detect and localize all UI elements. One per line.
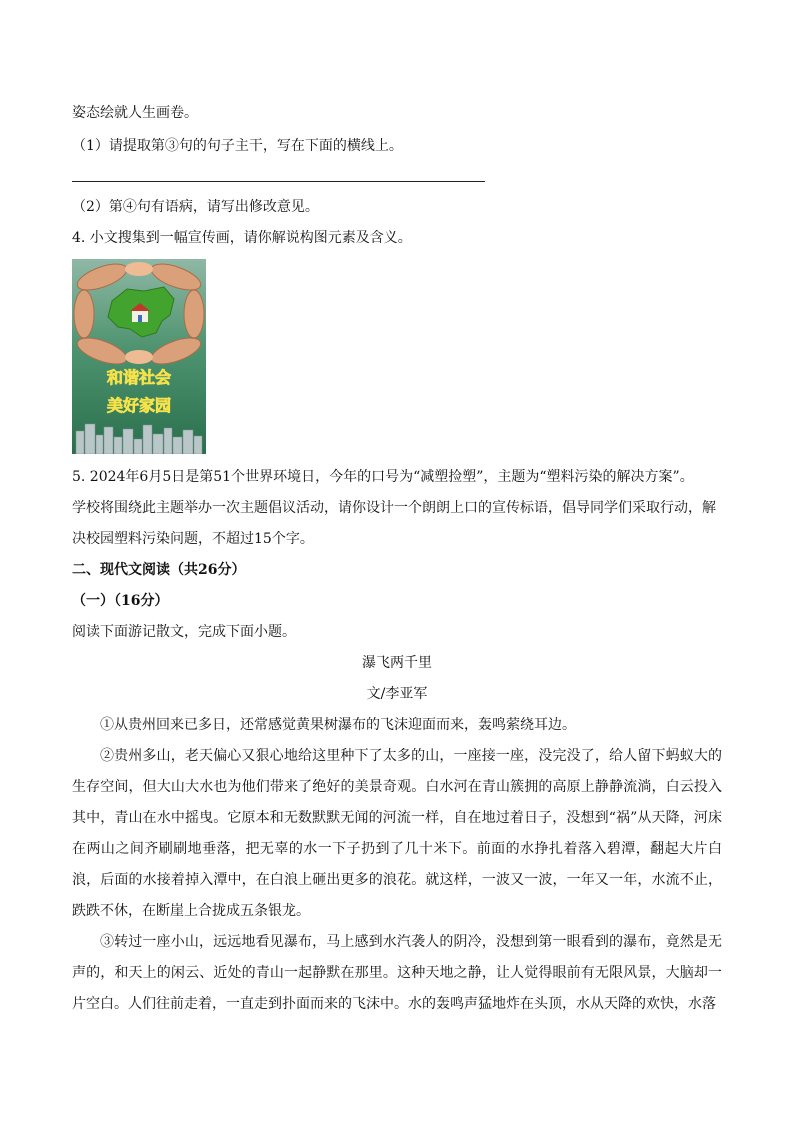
question-5-line-1: 5. 2024年6月5日是第51个世界环境日，今年的口号为“减塑捡塑”，主题为“塑料污染的解决方案”。 — [72, 469, 694, 485]
poster-slogan-line-1: 和谐社会 — [106, 368, 172, 387]
propaganda-poster-image — [72, 259, 206, 454]
article-paragraph-1: ①从贵州回来已多日，还常感觉黄果树瀑布的飞沫迎面而来，轰鸣萦绕耳边。 — [100, 717, 576, 733]
article-paragraph-2: ②贵州多山，老天偏心又狠心地给这里种下了太多的山，一座接一座，没完没了，给人留下蚂蚁大的生存空间，但大山大水也为他们带来了绝好的美景奇观。白水河在青山簇拥的高原上静静流淌，白云投入其中，青山在水中摇曳。它原本和无数默默无闻的河流一样，自在地过着日子，没想到“祸”从天降，河床在两山之间齐刷刷地垂落，把无辜的水一下子扔到了几十米下。前面的水挣扎着落入碧潭，翻起大片白浪，后面的水接着掉入潭中，在白浪上砸出更多的浪花。就这样，一波又一波，一年又一年，水流不止，跌跌不休，在断崖上合拢成五条银龙。 — [72, 748, 722, 919]
reading-instruction: 阅读下面游记散文，完成下面小题。 — [72, 624, 296, 640]
article-title: 瀑飞两千里 — [362, 655, 432, 671]
article-author: 文/李亚军 — [366, 686, 428, 702]
article-paragraph-3: ③转过一座小山，远远地看见瀑布，马上感到水汽袭人的阴冷，没想到第一眼看到的瀑布，竟然是无声的，和天上的闲云、近处的青山一起静默在那里。这种天地之静，让人觉得眼前有无限风景，大脑却一片空白。人们往前走着，一直走到扑面而来的飞沫中。水的轰鸣声猛地炸在头顶，水从天降的欢快，水落 — [72, 934, 722, 1012]
poster-slogan-line-2: 美好家园 — [106, 396, 172, 415]
question-5-line-3: 决校园塑料污染问题，不超过15个字。 — [72, 531, 314, 547]
answer-blank-line — [72, 181, 485, 182]
question-4: 4. 小文搜集到一幅宣传画，请你解说构图元素及含义。 — [72, 230, 412, 246]
section-heading: 二、现代文阅读（共26分） — [72, 562, 246, 578]
question-1: （1）请提取第③句的句子主干，写在下面的横线上。 — [72, 138, 403, 154]
question-5-line-2: 学校将围绕此主题举办一次主题倡议活动，请你设计一个朗朗上口的宣传标语，倡导同学们采取行动，解 — [72, 500, 716, 516]
subsection-heading: （一）（16分） — [72, 593, 169, 609]
text-line-1: 姿态绘就人生画卷。 — [72, 105, 198, 121]
question-2: （2）第④句有语病，请写出修改意见。 — [72, 199, 319, 215]
